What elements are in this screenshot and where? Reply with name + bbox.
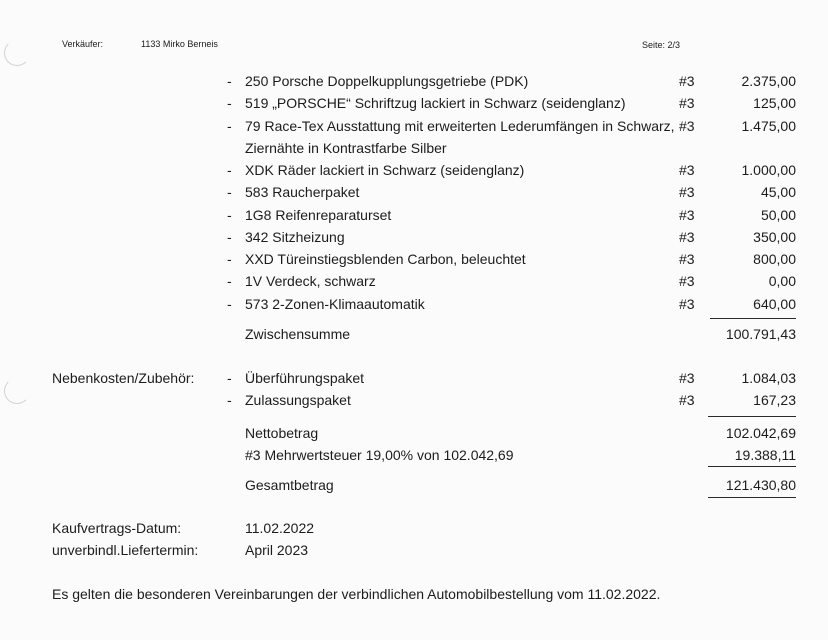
page-number: Seite: 2/3 — [642, 40, 681, 50]
item-amount: 350,00 — [753, 229, 796, 245]
list-dash: - — [227, 73, 232, 89]
footer-note: Es gelten die besonderen Vereinbarungen der verbindlichen Automobilbestellung vom 11.02.2022. — [52, 586, 661, 602]
delivery-date-label: unverbindl.Liefertermin: — [52, 542, 199, 558]
tax-code: #3 — [679, 296, 695, 312]
vat-label: #3 Mehrwertsteuer 19,00% von 102.042,69 — [245, 447, 514, 463]
extras-section-label: Nebenkosten/Zubehör: — [52, 370, 195, 386]
seller-value: 1133 Mirko Berneis — [141, 39, 218, 49]
list-item-text: 1V Verdeck, schwarz — [245, 273, 376, 289]
list-item-text: 583 Raucherpaket — [245, 184, 360, 200]
sum-rule — [708, 416, 796, 417]
extra-amount: 1.084,03 — [741, 370, 796, 386]
tax-code: #3 — [679, 73, 695, 89]
punch-hole-mark — [4, 40, 30, 66]
list-item-text: XDK Räder lackiert in Schwarz (seidenglanz) — [245, 162, 525, 178]
tax-code: #3 — [679, 273, 695, 289]
sum-rule — [708, 466, 796, 467]
item-amount: 0,00 — [768, 273, 796, 289]
punch-hole-mark — [4, 378, 30, 404]
sum-rule — [708, 497, 796, 498]
item-amount: 2.375,00 — [741, 73, 796, 89]
subtotal-label: Zwischensumme — [245, 326, 351, 342]
total-label: Gesamtbetrag — [245, 477, 334, 493]
tax-code: #3 — [679, 95, 695, 111]
list-dash: - — [227, 229, 232, 245]
item-amount: 45,00 — [760, 184, 796, 200]
list-dash: - — [227, 273, 232, 289]
seller-label: Verkäufer: — [62, 39, 104, 49]
tax-code: #3 — [679, 229, 695, 245]
list-dash: - — [227, 251, 232, 267]
item-amount: 800,00 — [753, 251, 796, 267]
item-amount: 640,00 — [753, 296, 796, 312]
tax-code: #3 — [679, 162, 695, 178]
net-label: Nettobetrag — [245, 425, 319, 441]
list-dash: - — [227, 184, 232, 200]
contract-date-label: Kaufvertrags-Datum: — [52, 520, 182, 536]
contract-date-value: 11.02.2022 — [245, 520, 315, 536]
list-dash: - — [227, 392, 232, 408]
extra-amount: 167,23 — [753, 392, 796, 408]
list-item-text: 1G8 Reifenreparaturset — [245, 207, 392, 223]
list-item-text: 573 2-Zonen-Klimaautomatik — [245, 296, 425, 312]
list-item-text-continued: Ziernähte in Kontrastfarbe Silber — [245, 140, 447, 156]
list-dash: - — [227, 207, 232, 223]
total-amount: 121.430,80 — [725, 477, 796, 493]
list-item-text: 519 „PORSCHE“ Schriftzug lackiert in Schwarz (seidenglanz) — [245, 95, 626, 111]
extra-item-text: Zulassungspaket — [245, 392, 351, 408]
list-item-text: XXD Türeinstiegsblenden Carbon, beleuchtet — [245, 251, 526, 267]
list-dash: - — [227, 95, 232, 111]
tax-code: #3 — [679, 184, 695, 200]
item-amount: 1.475,00 — [741, 118, 796, 134]
delivery-date-value: April 2023 — [245, 542, 309, 558]
extra-item-text: Überführungspaket — [245, 370, 365, 386]
tax-code: #3 — [679, 392, 695, 408]
subtotal-amount: 100.791,43 — [725, 326, 796, 342]
list-dash: - — [227, 118, 232, 134]
list-dash: - — [227, 296, 232, 312]
item-amount: 1.000,00 — [741, 162, 796, 178]
list-item-text: 250 Porsche Doppelkupplungsgetriebe (PDK) — [245, 73, 529, 89]
tax-code: #3 — [679, 251, 695, 267]
tax-code: #3 — [679, 207, 695, 223]
item-amount: 125,00 — [753, 95, 796, 111]
list-item-text: 79 Race-Tex Ausstattung mit erweiterten Lederumfängen in Schwarz, — [245, 118, 675, 134]
tax-code: #3 — [679, 370, 695, 386]
list-dash: - — [227, 370, 232, 386]
net-amount: 102.042,69 — [725, 425, 796, 441]
tax-code: #3 — [679, 118, 695, 134]
item-amount: 50,00 — [760, 207, 796, 223]
vat-amount: 19.388,11 — [734, 447, 796, 463]
list-dash: - — [227, 162, 232, 178]
sum-rule — [710, 318, 796, 319]
list-item-text: 342 Sitzheizung — [245, 229, 345, 245]
